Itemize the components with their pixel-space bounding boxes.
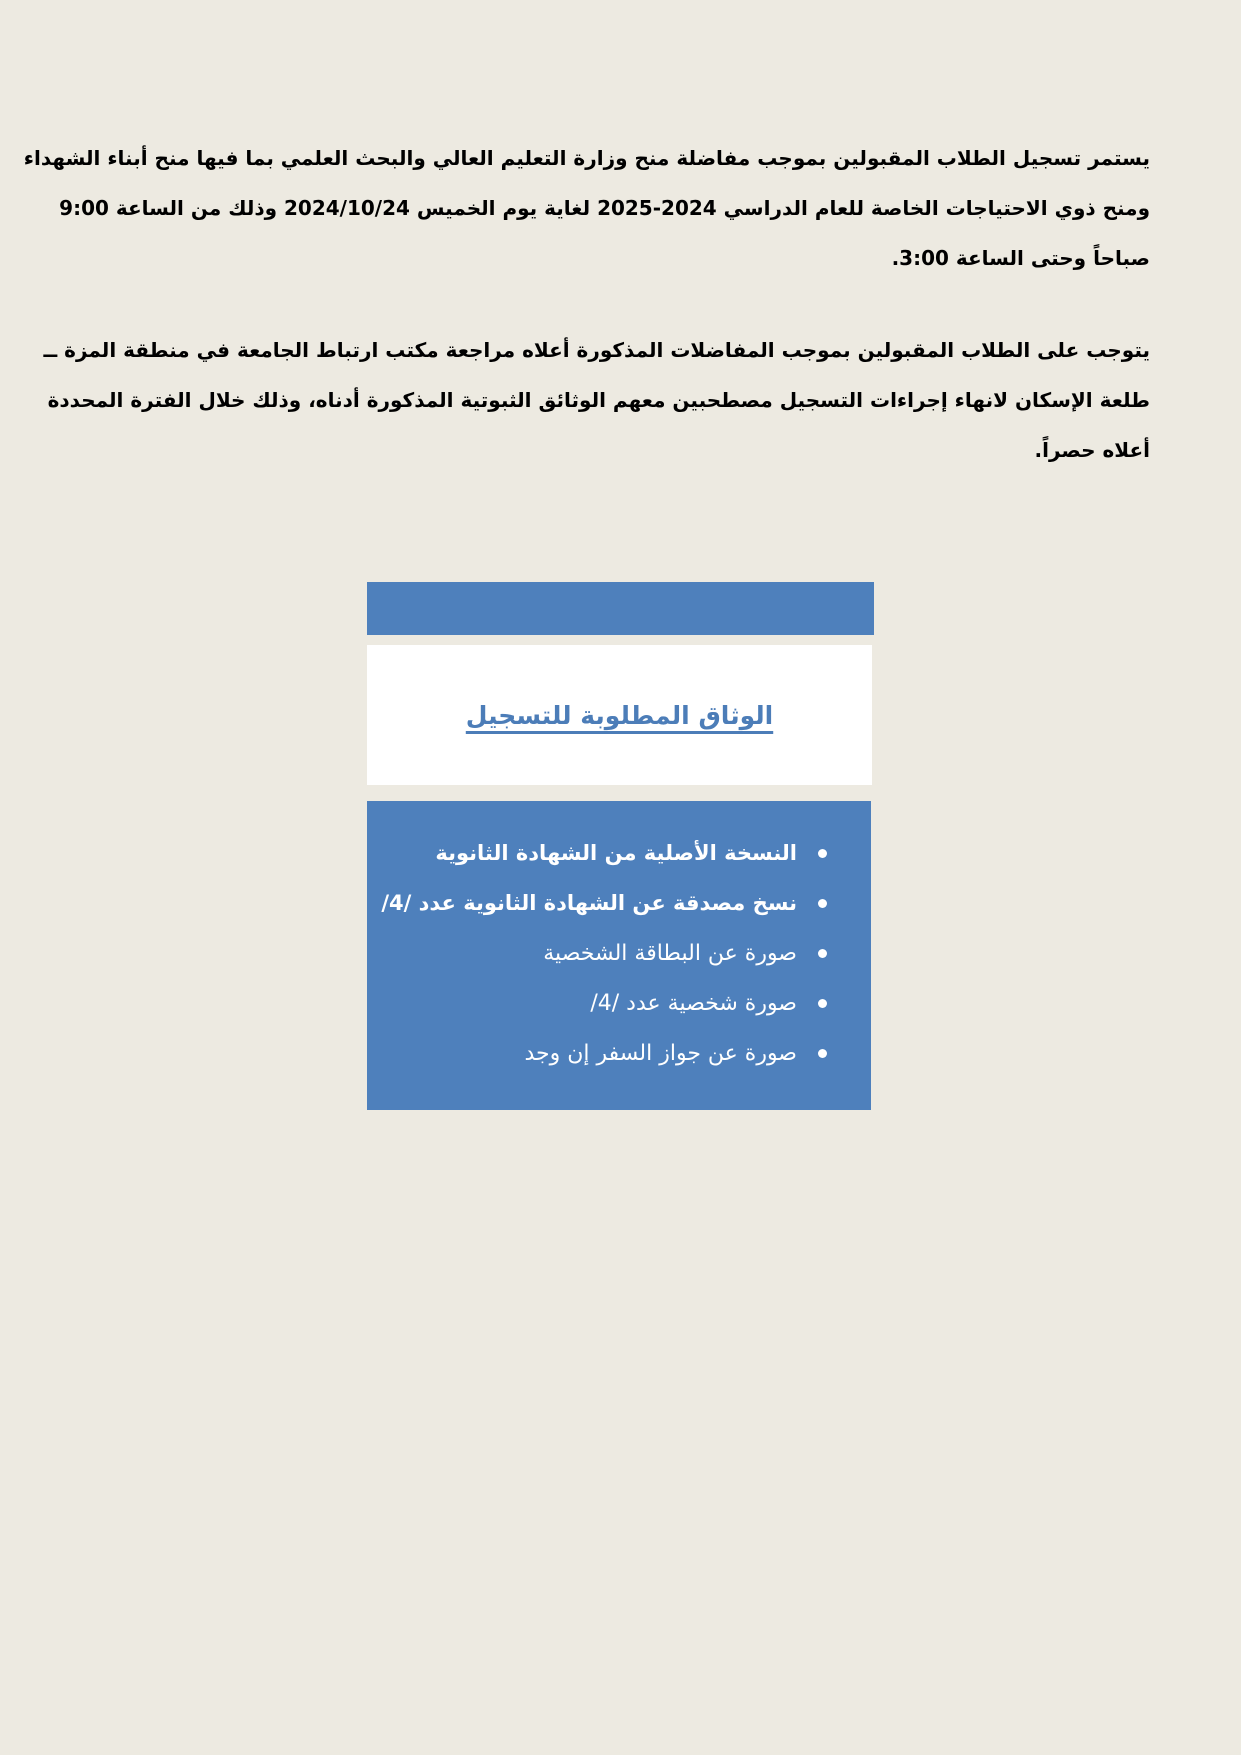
- bullet-icon: [818, 849, 827, 858]
- documents-title: الوثاق المطلوبة للتسجيل: [465, 700, 774, 730]
- list-item: [385, 1028, 827, 1078]
- paragraph-line: يتوجب على الطلاب المقبولين بموجب المفاضلات المذكورة أعلاه مراجعة مكتب ارتباط الجامعة في منطقة المزة ــ: [43, 338, 1150, 362]
- paragraph-line: يستمر تسجيل الطلاب المقبولين بموجب مفاضلة منح وزارة التعليم العالي والبحث العلمي بما فيها منح أبناء الشهداء: [23, 146, 1150, 170]
- bullet-icon: [818, 949, 827, 958]
- list-item-label: نسخ مصدقة عن الشهادة الثانوية عدد /4/: [381, 891, 797, 915]
- list-item-label: صورة شخصية عدد /4/: [590, 990, 797, 1016]
- intro-paragraph: [23, 133, 1150, 283]
- instructions-paragraph: [43, 325, 1150, 475]
- paragraph-line: صباحاً وحتى الساعة 3:00.: [891, 246, 1150, 270]
- list-item-label: صورة عن جواز السفر إن وجد: [524, 1040, 797, 1066]
- card-title-box: [367, 645, 872, 785]
- list-item: [385, 828, 827, 878]
- card-header-bar: [367, 582, 874, 635]
- list-item: [381, 878, 827, 928]
- list-item-label: صورة عن البطاقة الشخصية: [543, 940, 797, 966]
- card-list-box: [367, 801, 871, 1110]
- bullet-icon: [818, 999, 827, 1008]
- bullet-icon: [818, 899, 827, 908]
- bullet-icon: [818, 1049, 827, 1058]
- paragraph-line: ومنح ذوي الاحتياجات الخاصة للعام الدراسي 2024‏-‏2025 لغاية يوم الخميس 2024/10/24 وذلك من الساعة 9:00: [59, 196, 1150, 220]
- list-item-label: النسخة الأصلية من الشهادة الثانوية: [435, 841, 797, 865]
- paragraph-line: أعلاه حصراً.: [1034, 438, 1150, 462]
- required-documents-list: [381, 828, 827, 1078]
- list-item: [385, 978, 827, 1028]
- list-item: [385, 928, 827, 978]
- paragraph-line: طلعة الإسكان لانهاء إجراءات التسجيل مصطحبين معهم الوثائق الثبوتية المذكورة أدناه، وذلك خلال الفترة المحددة: [47, 388, 1150, 412]
